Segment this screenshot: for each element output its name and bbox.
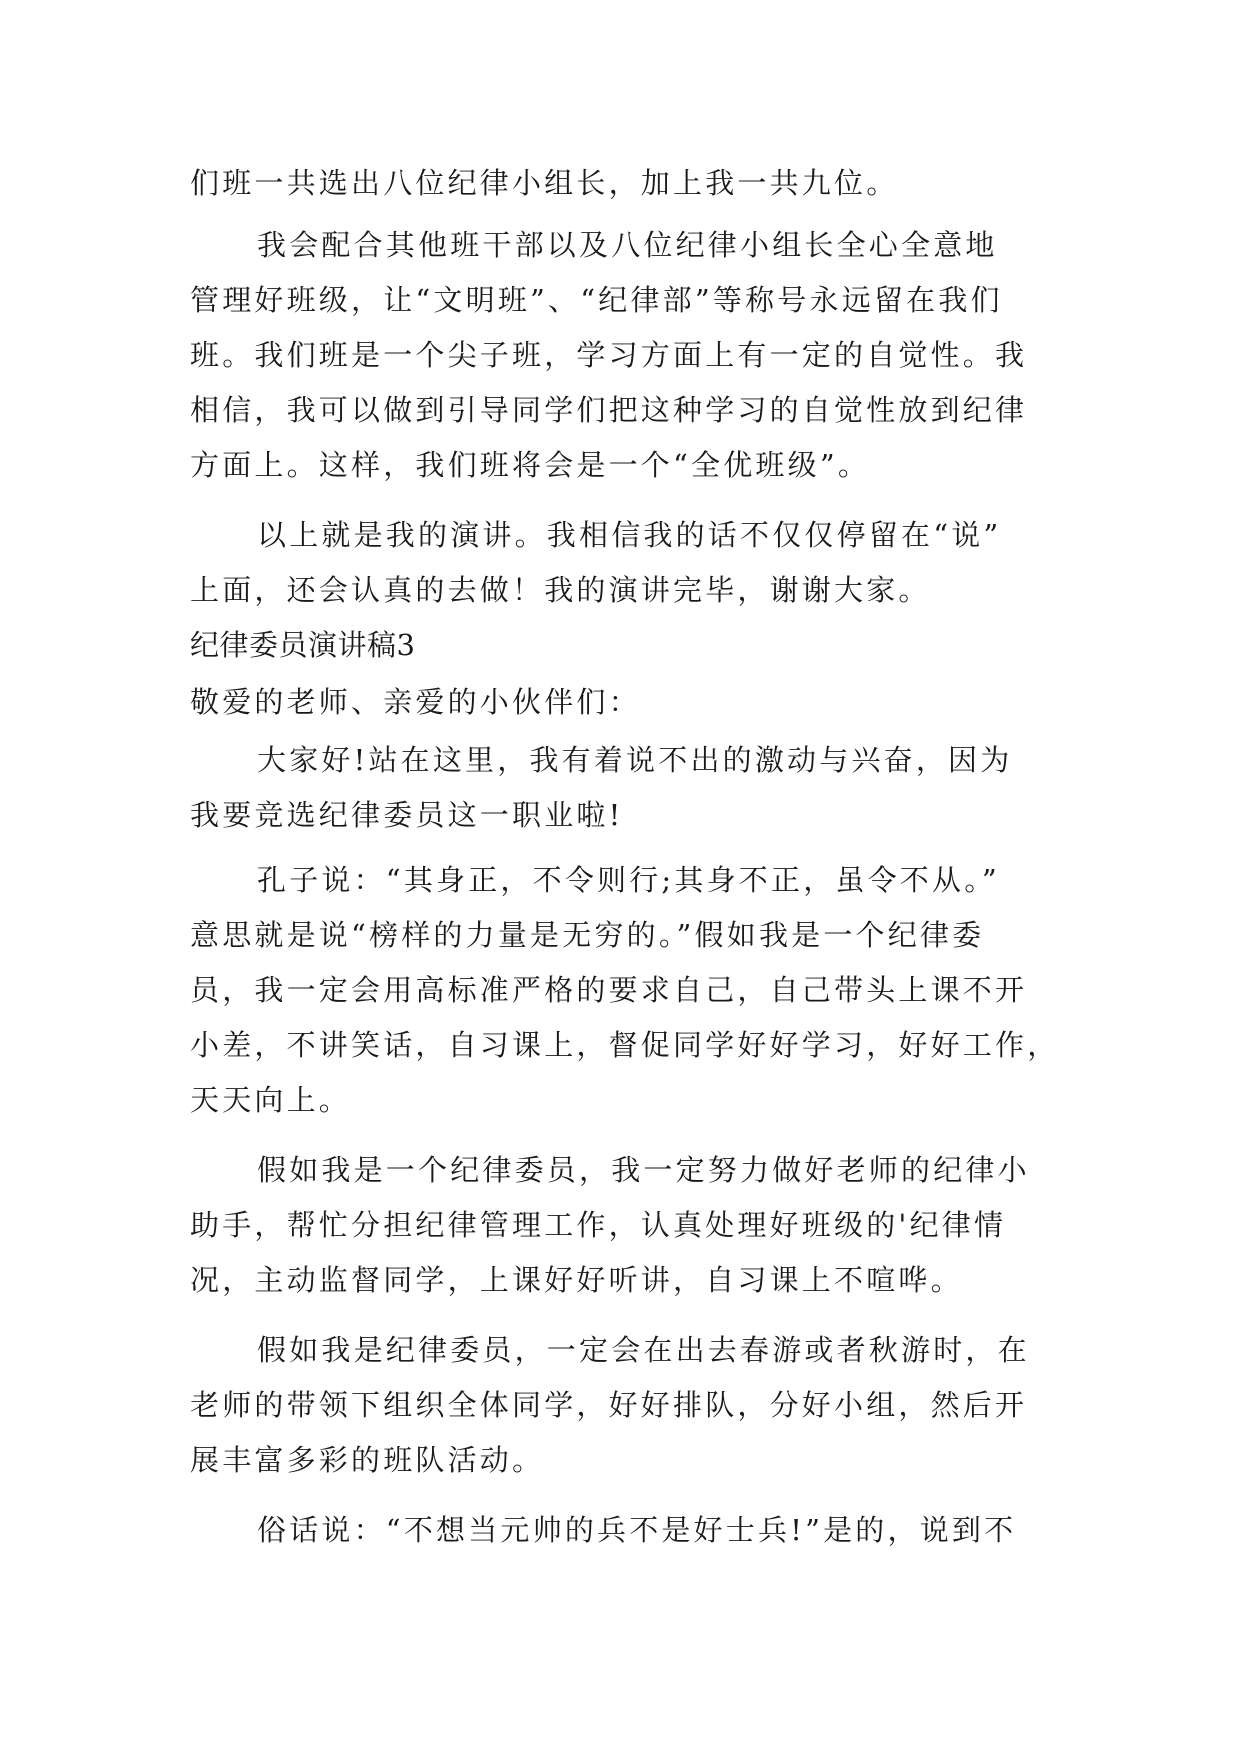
text-line: 小差，不讲笑话，自习课上，督促同学好好学习，好好工作， (190, 1028, 1060, 1062)
paragraph-first-line: 孔子说：“其身正，不令则行;其身不正，虽令不从。” (257, 863, 1000, 897)
text-line: 们班一共选出八位纪律小组长，加上我一共九位。 (190, 166, 899, 200)
text-line: 老师的带领下组织全体同学，好好排队，分好小组，然后开 (190, 1388, 1028, 1422)
paragraph-first-line: 假如我是纪律委员，一定会在出去春游或者秋游时，在 (257, 1333, 1030, 1367)
text-line: 意思就是说“榜样的力量是无穷的。”假如我是一个纪律委 (190, 918, 985, 952)
text-line: 方面上。这样，我们班将会是一个“全优班级”。 (190, 448, 871, 482)
paragraph-first-line: 俗话说：“不想当元帅的兵不是好士兵!”是的，说到不 (257, 1513, 1017, 1547)
text-line: 天天向上。 (190, 1083, 352, 1117)
text-line: 管理好班级，让“文明班”、“纪律部”等称号永远留在我们 (190, 283, 1003, 317)
text-line: 员，我一定会用高标准严格的要求自己，自己带头上课不开 (190, 973, 1028, 1007)
text-line: 展丰富多彩的班队活动。 (190, 1443, 545, 1477)
paragraph-first-line: 我会配合其他班干部以及八位纪律小组长全心全意地 (257, 228, 998, 262)
text-line: 相信，我可以做到引导同学们把这种学习的自觉性放到纪律 (190, 393, 1028, 427)
text-line: 助手，帮忙分担纪律管理工作，认真处理好班级的'纪律情 (190, 1208, 1007, 1242)
paragraph-first-line: 大家好!站在这里，我有着说不出的激动与兴奋，因为 (257, 743, 1013, 777)
salutation: 敬爱的老师、亲爱的小伙伴们： (190, 685, 641, 719)
text-line: 上面，还会认真的去做！我的演讲完毕，谢谢大家。 (190, 573, 931, 607)
text-line: 班。我们班是一个尖子班，学习方面上有一定的自觉性。我 (190, 338, 1028, 372)
paragraph-first-line: 以上就是我的演讲。我相信我的话不仅仅停留在“说” (257, 518, 1002, 552)
section-heading: 纪律委员演讲稿3 (190, 628, 416, 662)
text-line: 况，主动监督同学，上课好好听讲，自习课上不喧哗。 (190, 1263, 963, 1297)
paragraph-first-line: 假如我是一个纪律委员，我一定努力做好老师的纪律小 (257, 1153, 1030, 1187)
text-line: 我要竞选纪律委员这一职业啦! (190, 798, 624, 832)
